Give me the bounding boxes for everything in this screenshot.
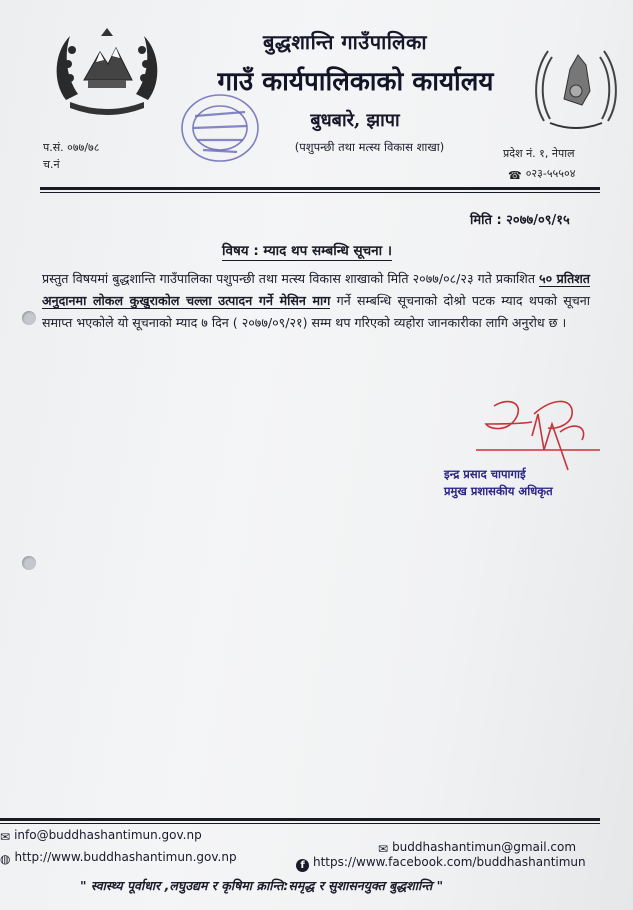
office-place: बुधबारे, झापा bbox=[310, 110, 400, 131]
facebook-icon: f bbox=[296, 859, 309, 872]
letter-subject: विषय : म्याद थप सम्बन्धि सूचना । bbox=[222, 243, 392, 259]
letter-date: मिति : २०७७/०९/१५ bbox=[470, 213, 570, 228]
buddhashanti-logo-icon bbox=[530, 35, 622, 135]
letter-body bbox=[42, 268, 590, 334]
punch-hole bbox=[22, 556, 36, 570]
website-text: http://www.buddhashantimun.gov.np bbox=[14, 850, 237, 864]
branch-name: (पशुपन्छी तथा मत्स्य विकास शाखा) bbox=[294, 140, 445, 154]
globe-icon: ◍ bbox=[0, 852, 11, 866]
email-gmail-text: buddhashantimun@gmail.com bbox=[392, 840, 577, 854]
header-divider-thin bbox=[40, 192, 600, 193]
office-stamp-icon bbox=[175, 86, 265, 170]
footer-website bbox=[0, 850, 237, 866]
body-text-2: गर्ने सम्बन्धि सूचनाको दोश्रो पटक म्याद थपको सूचना समाप्त भएकोले यो सूचनाको म्याद ७ दिन ( २०७७/०९/२१) सम्म थप गरिएको व्यहोरा जानकारीका लागि अनुरोध छ । bbox=[42, 293, 591, 330]
header-divider bbox=[40, 187, 600, 190]
body-highlight: ५० प्रतिशत अनुदानमा लोकल कुखुराकोल चल्ला उत्पादन गर्ने मेसिन माग bbox=[42, 271, 590, 308]
email-icon: ✉ bbox=[0, 830, 11, 844]
body-text-1: प्रस्तुत विषयमां बुद्धशान्ति गाउँपालिका पशुपन्छी तथा मत्स्य विकास शाखाको मिति २०७७/०८/२३ गते प्रकाशित bbox=[42, 271, 540, 286]
province: प्रदेश नं. १, नेपाल bbox=[503, 147, 575, 160]
footer-facebook bbox=[296, 855, 586, 872]
footer-divider-thin bbox=[0, 823, 600, 824]
office-name: गाउँ कार्यपालिकाको कार्यालय bbox=[217, 67, 494, 97]
facebook-text: https://www.facebook.com/buddhashantimun bbox=[313, 855, 586, 869]
footer-divider bbox=[0, 818, 600, 821]
dispatch-number: च.नं bbox=[43, 158, 60, 171]
email-icon: ✉ bbox=[378, 842, 389, 856]
phone-icon: ☎ bbox=[508, 169, 522, 182]
gaunpalika-name: बुद्धशान्ति गाउँपालिका bbox=[262, 30, 428, 54]
nepal-emblem-icon bbox=[48, 22, 166, 118]
punch-hole bbox=[22, 311, 36, 325]
signer-title: प्रमुख प्रशासकीय अधिकृत bbox=[444, 484, 553, 498]
footer-email-info bbox=[0, 828, 202, 844]
footer-email-gmail bbox=[378, 840, 576, 856]
reference-number: प.सं. ०७७/७८ bbox=[43, 141, 100, 154]
phone-number: ०२३-५५५०४ bbox=[525, 167, 576, 180]
phone bbox=[508, 166, 575, 182]
email-info-text: info@buddhashantimun.gov.np bbox=[14, 828, 202, 842]
footer-slogan: " स्वास्थ्य पूर्वाधार ,लघुउद्यम र कृषिमा क्रान्ति:समृद्ध र सुशासनयुक्त बुद्धशान्ति " bbox=[80, 878, 444, 893]
signer-name: इन्द्र प्रसाद चापागाई bbox=[444, 467, 526, 481]
